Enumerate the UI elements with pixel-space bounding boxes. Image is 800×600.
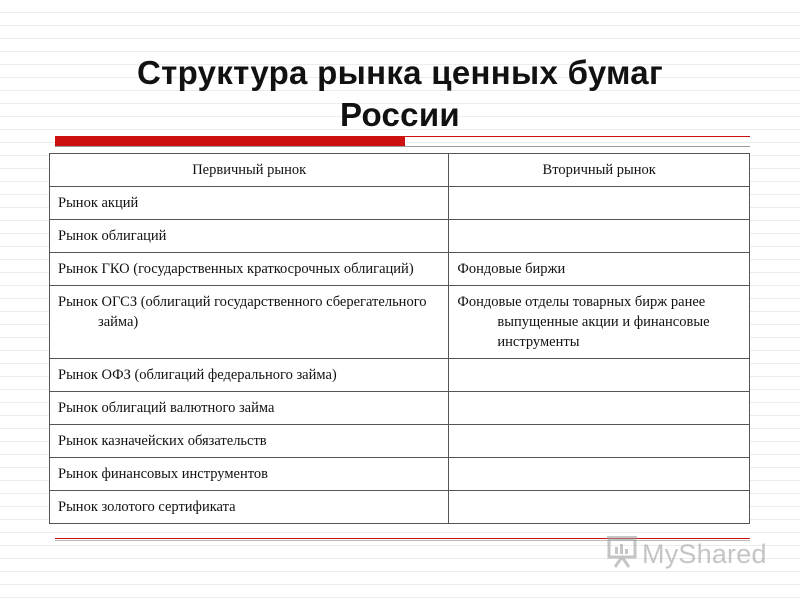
table-cell-primary bbox=[50, 187, 449, 220]
cell-text: Рынок ОГСЗ (облигаций государственного сберегательного займа) bbox=[58, 294, 431, 330]
slide-title-line-2: России bbox=[340, 96, 460, 133]
title-underline-red-thin bbox=[405, 136, 750, 137]
table-row bbox=[50, 425, 750, 458]
table-row bbox=[50, 392, 750, 425]
cell-text: Рынок ГКО (государственных краткосрочных облигаций) bbox=[58, 261, 414, 277]
table-cell-secondary bbox=[449, 253, 750, 286]
table-cell-secondary bbox=[449, 187, 750, 220]
table-row bbox=[50, 491, 750, 524]
cell-text: Фондовые биржи bbox=[457, 261, 566, 277]
table-cell-secondary bbox=[449, 359, 750, 392]
presentation-board-icon bbox=[606, 535, 638, 574]
cell-text: Рынок акций bbox=[58, 195, 139, 211]
table-row bbox=[50, 187, 750, 220]
table-cell-primary bbox=[50, 253, 449, 286]
header-secondary-market: Вторичный рынок bbox=[449, 154, 750, 187]
cell-text: Рынок ОФЗ (облигаций федерального займа) bbox=[58, 367, 337, 383]
header-primary-market: Первичный рынок bbox=[50, 154, 449, 187]
table-header-row bbox=[50, 154, 750, 187]
watermark-text: MyShared bbox=[642, 538, 767, 569]
watermark bbox=[606, 536, 767, 572]
table-cell-secondary bbox=[449, 286, 750, 359]
title-underline-gray-thin bbox=[55, 146, 750, 147]
market-structure-table bbox=[49, 153, 750, 524]
table-cell-primary bbox=[50, 425, 449, 458]
table-cell-primary bbox=[50, 220, 449, 253]
cell-text: Рынок финансовых инструментов bbox=[58, 466, 268, 482]
table-row bbox=[50, 286, 750, 359]
slide-title bbox=[50, 52, 750, 136]
table-cell-primary bbox=[50, 458, 449, 491]
table-cell-secondary bbox=[449, 220, 750, 253]
table-cell-secondary bbox=[449, 458, 750, 491]
table-row bbox=[50, 458, 750, 491]
cell-text: Рынок золотого сертификата bbox=[58, 499, 236, 515]
table-cell-primary bbox=[50, 491, 449, 524]
table-row bbox=[50, 220, 750, 253]
table-cell-primary bbox=[50, 392, 449, 425]
table-cell-primary bbox=[50, 286, 449, 359]
table-row bbox=[50, 253, 750, 286]
cell-text: Рынок казначейских обязательств bbox=[58, 433, 267, 449]
cell-text: Фондовые отделы товарных бирж ранее выпущенные акции и финансовые инструменты bbox=[457, 294, 714, 350]
slide-title-line-1: Структура рынка ценных бумаг bbox=[136, 54, 664, 91]
table-cell-secondary bbox=[449, 491, 750, 524]
table-cell-secondary bbox=[449, 425, 750, 458]
title-underline-red-bar bbox=[55, 136, 405, 146]
table-row bbox=[50, 359, 750, 392]
table-cell-primary bbox=[50, 359, 449, 392]
table-cell-secondary bbox=[449, 392, 750, 425]
cell-text: Рынок облигаций bbox=[58, 228, 167, 244]
cell-text: Рынок облигаций валютного займа bbox=[58, 400, 275, 416]
